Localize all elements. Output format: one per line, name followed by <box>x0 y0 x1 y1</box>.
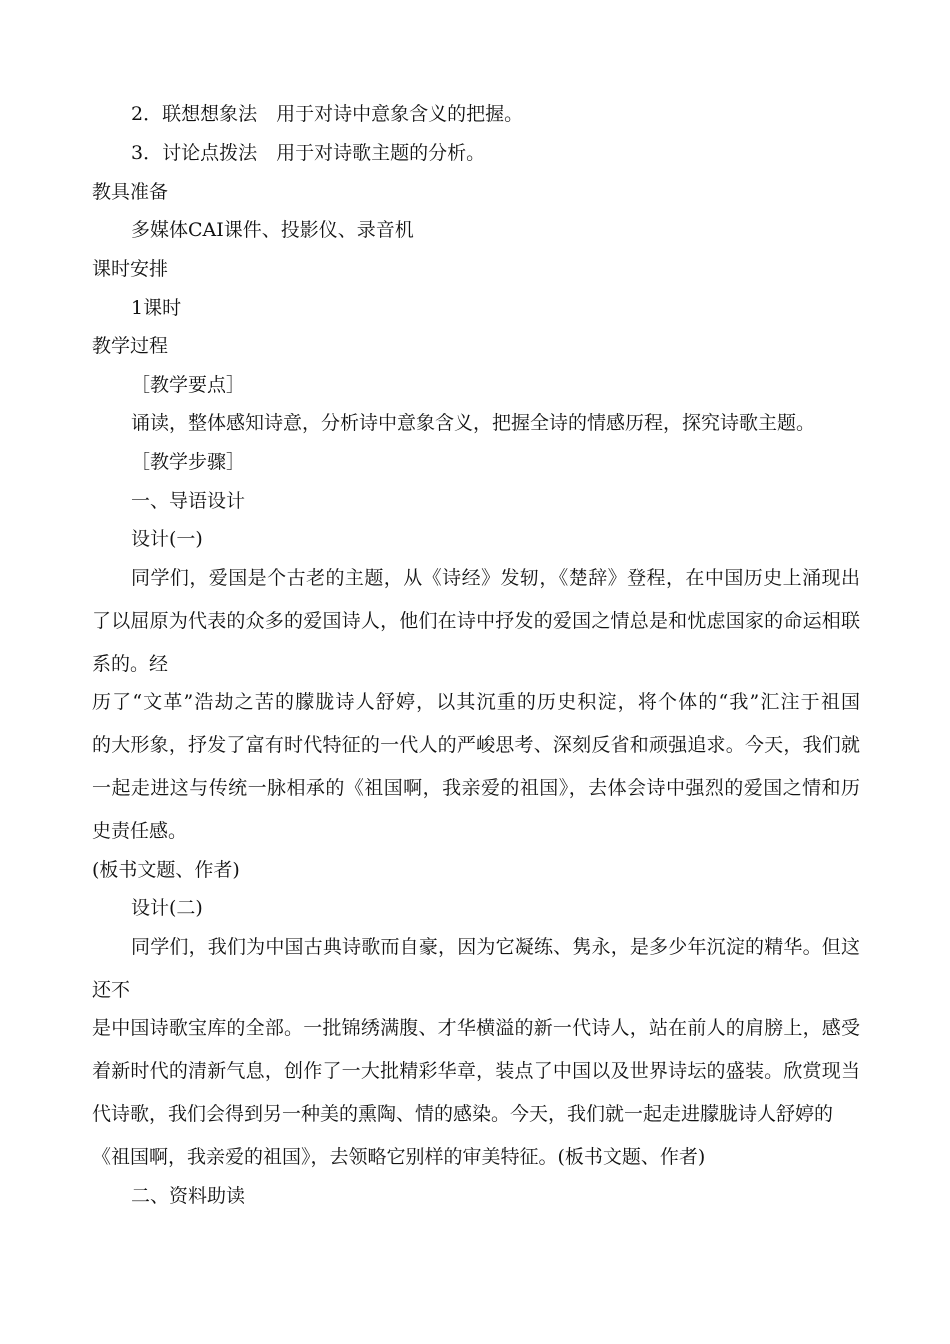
paragraph-line: 史责任感。 <box>92 820 188 842</box>
paragraph-line: 还不 <box>92 979 131 1001</box>
paragraph-line: 同学们，我们为中国古典诗歌而自豪，因为它凝练、隽永，是多少年沉淀的精华。但这 <box>131 936 860 958</box>
heading-teaching-process: 教学过程 <box>92 335 169 357</box>
paragraph-line: 是中国诗歌宝库的全部。一批锦绣满腹、才华横溢的新一代诗人，站在前人的肩膀上，感受 <box>92 1017 860 1039</box>
paragraph-line: 着新时代的清新气息，创作了一大批精彩华章，装点了中国以及世界诗坛的盛装。欣赏现当 <box>92 1060 860 1082</box>
method-discussion-line: 3．讨论点拨法 用于对诗歌主题的分析。 <box>131 142 486 164</box>
heading-teaching-aids: 教具准备 <box>92 181 169 203</box>
paragraph-line: 同学们，爱国是个古老的主题，从《诗经》发轫，《楚辞》登程，在中国历史上涌现出 <box>131 567 860 589</box>
section-intro-design: 一、导语设计 <box>131 490 246 512</box>
paragraph-line: 的大形象，抒发了富有时代特征的一代人的严峻思考、深刻反省和顽强追求。今天，我们就 <box>92 734 860 756</box>
method-association-line: 2．联想想象法 用于对诗中意象含义的把握。 <box>131 103 524 125</box>
teaching-aids-text: 多媒体CAI课件、投影仪、录音机 <box>131 219 414 241</box>
heading-schedule: 课时安排 <box>92 258 169 280</box>
paragraph-line: 一起走进这与传统一脉相承的《祖国啊，我亲爱的祖国》，去体会诗中强烈的爱国之情和历 <box>92 777 860 799</box>
key-points-text: 诵读，整体感知诗意，分析诗中意象含义，把握全诗的情感历程，探究诗歌主题。 <box>131 412 816 434</box>
paragraph-line: 了以屈原为代表的众多的爱国诗人，他们在诗中抒发的爱国之情总是和忧虑国家的命运相联 <box>92 610 860 632</box>
paragraph-line: 系的。经 <box>92 653 169 675</box>
board-note: (板书文题、作者) <box>92 859 240 881</box>
paragraph-line: 《祖国啊，我亲爱的祖国》，去领略它别样的审美特征。(板书文题、作者) <box>92 1146 706 1168</box>
subheading-steps: ［教学步骤］ <box>131 451 246 473</box>
section-reading-materials: 二、资料助读 <box>131 1185 246 1207</box>
design-two-label: 设计(二) <box>131 897 203 919</box>
design-one-label: 设计(一) <box>131 528 203 550</box>
paragraph-line: 历了“文革”浩劫之苦的朦胧诗人舒婷，以其沉重的历史积淀，将个体的“我”汇注于祖国 <box>92 691 860 713</box>
paragraph-line: 代诗歌，我们会得到另一种美的熏陶、情的感染。今天，我们就一起走进朦胧诗人舒婷的 <box>92 1103 834 1125</box>
schedule-text: 1课时 <box>131 297 182 319</box>
subheading-key-points: ［教学要点］ <box>131 374 246 396</box>
